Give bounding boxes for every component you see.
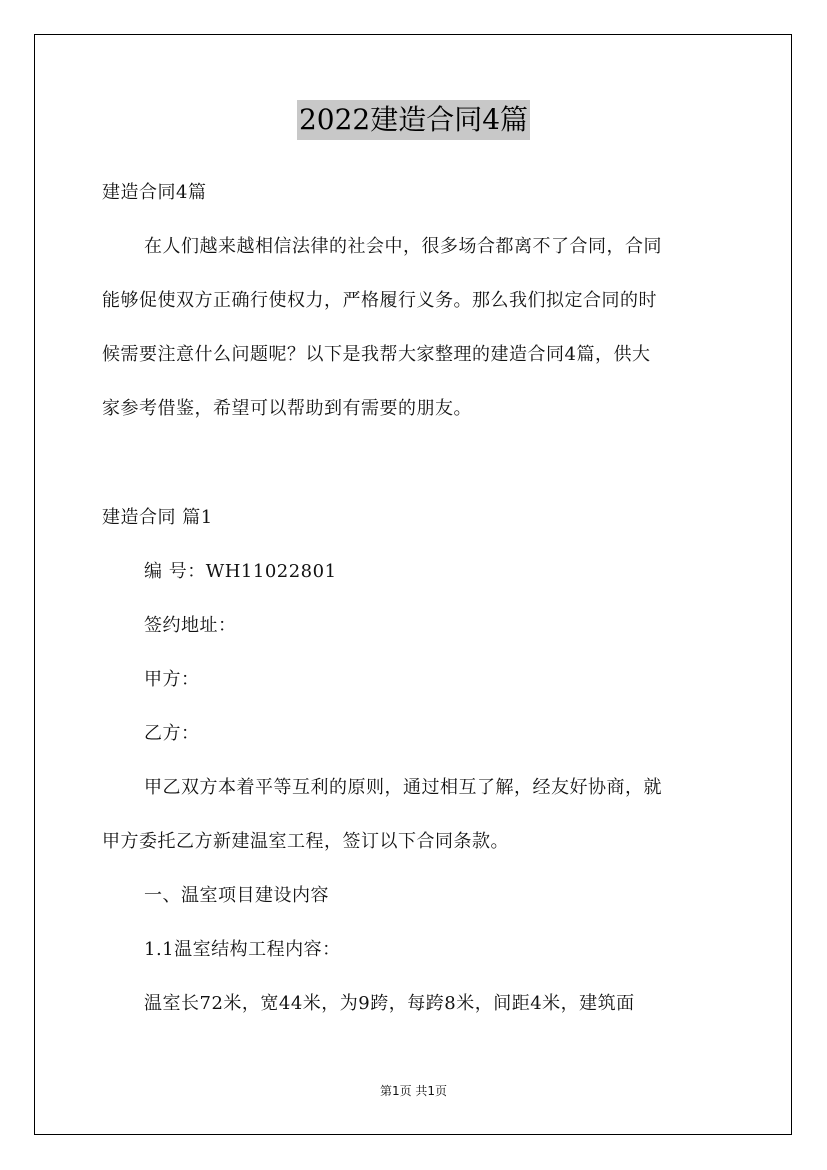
signing-place: 签约地址：: [144, 615, 237, 636]
clause-1-1-text: 温室长72米，宽44米，为9跨，每跨8米，间距4米，建筑面: [144, 993, 635, 1014]
clause-1-1-heading: 1.1温室结构工程内容：: [144, 939, 341, 960]
intro-line-4: 家参考借鉴，希望可以帮助到有需要的朋友。: [102, 398, 472, 419]
party-b: 乙方：: [144, 723, 200, 744]
agreement-line-2: 甲方委托乙方新建温室工程，签订以下合同条款。: [102, 831, 509, 852]
agreement-line-1: 甲乙双方本着平等互利的原则，通过相互了解，经友好协商，就: [144, 777, 662, 798]
intro-line-1: 在人们越来越相信法律的社会中，很多场合都离不了合同，合同: [144, 236, 662, 257]
intro-line-2: 能够促使双方正确行使权力，严格履行义务。那么我们拟定合同的时: [102, 290, 657, 311]
title-container: [0, 100, 827, 140]
party-a: 甲方：: [144, 669, 200, 690]
document-subtitle: 建造合同4篇: [102, 182, 207, 203]
page-footer: 第1页 共1页: [379, 1084, 448, 1098]
clause-1-heading: 一、温室项目建设内容: [144, 885, 329, 906]
document-title: 2022建造合同4篇: [297, 100, 530, 140]
contract-number: 编 号：WH11022801: [144, 561, 337, 582]
intro-line-3: 候需要注意什么问题呢？以下是我帮大家整理的建造合同4篇，供大: [102, 344, 651, 365]
section-heading: 建造合同 篇1: [102, 507, 213, 528]
